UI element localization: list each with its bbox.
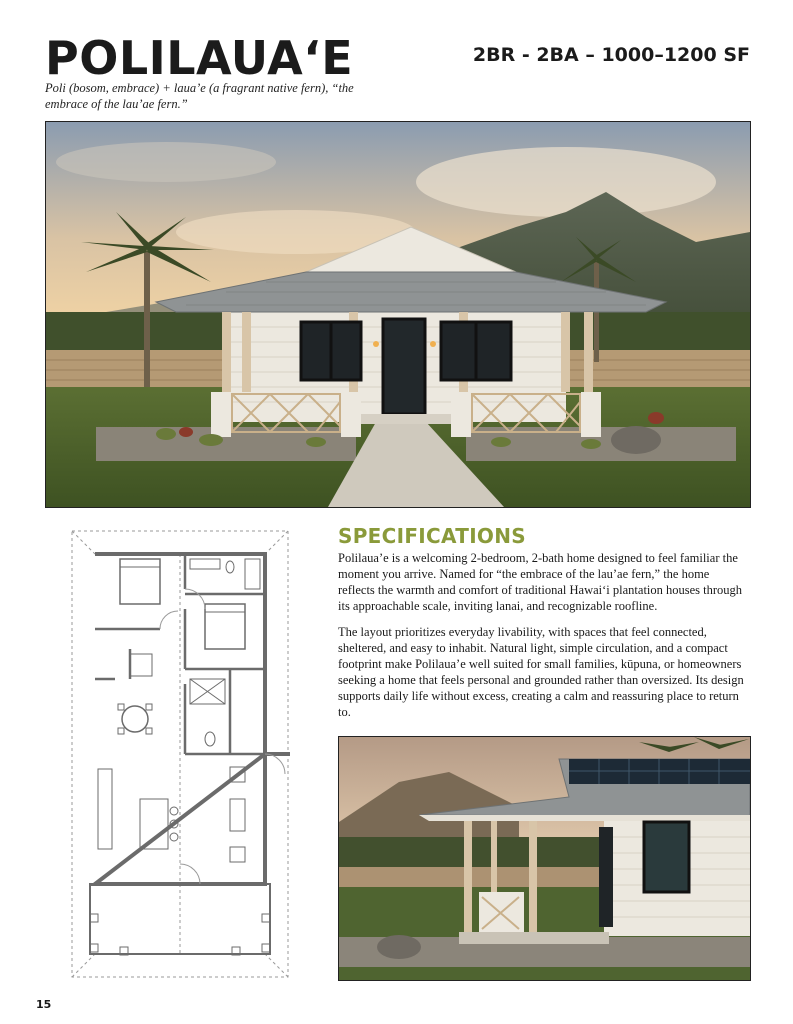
page-number: 15 <box>36 998 52 1011</box>
name-meaning: Poli (bosom, embrace) + laua’e (a fragrant native fern), “the embrace of the lau’ae fern.” <box>45 81 354 111</box>
hero-front-rendering <box>45 121 751 508</box>
specifications-heading: SPECIFICATIONS <box>338 524 526 548</box>
spec-summary: 2BR - 2BA – 1000–1200 SF <box>472 44 750 66</box>
specifications-body <box>338 550 746 730</box>
specifications-paragraph: Polilaua’e is a welcoming 2-bedroom, 2-bath home designed to feel familiar the moment you arrive. Named for “the embrace of the lau’ae fern,” the home reflects the warmth and comfort of traditional Hawai‘i plantation houses through its approachable scale, inviting lanai, and recognizable roofline. <box>338 551 743 613</box>
page-title: POLILAUA‘E <box>45 31 354 85</box>
floor-plan <box>70 529 290 979</box>
specifications-paragraph: The layout prioritizes everyday livability, with spaces that feel connected, sheltered, and easy to inhabit. Natural light, simple circulation, and a compact footprint make Polilaua’e well suited for small families, kūpuna, or homeowners seeking a home that feels personal and grounded rather than oversized. Its design supports daily life without excess, creating a calm and reassuring place to return to. <box>338 625 744 719</box>
side-view-rendering <box>338 736 751 981</box>
